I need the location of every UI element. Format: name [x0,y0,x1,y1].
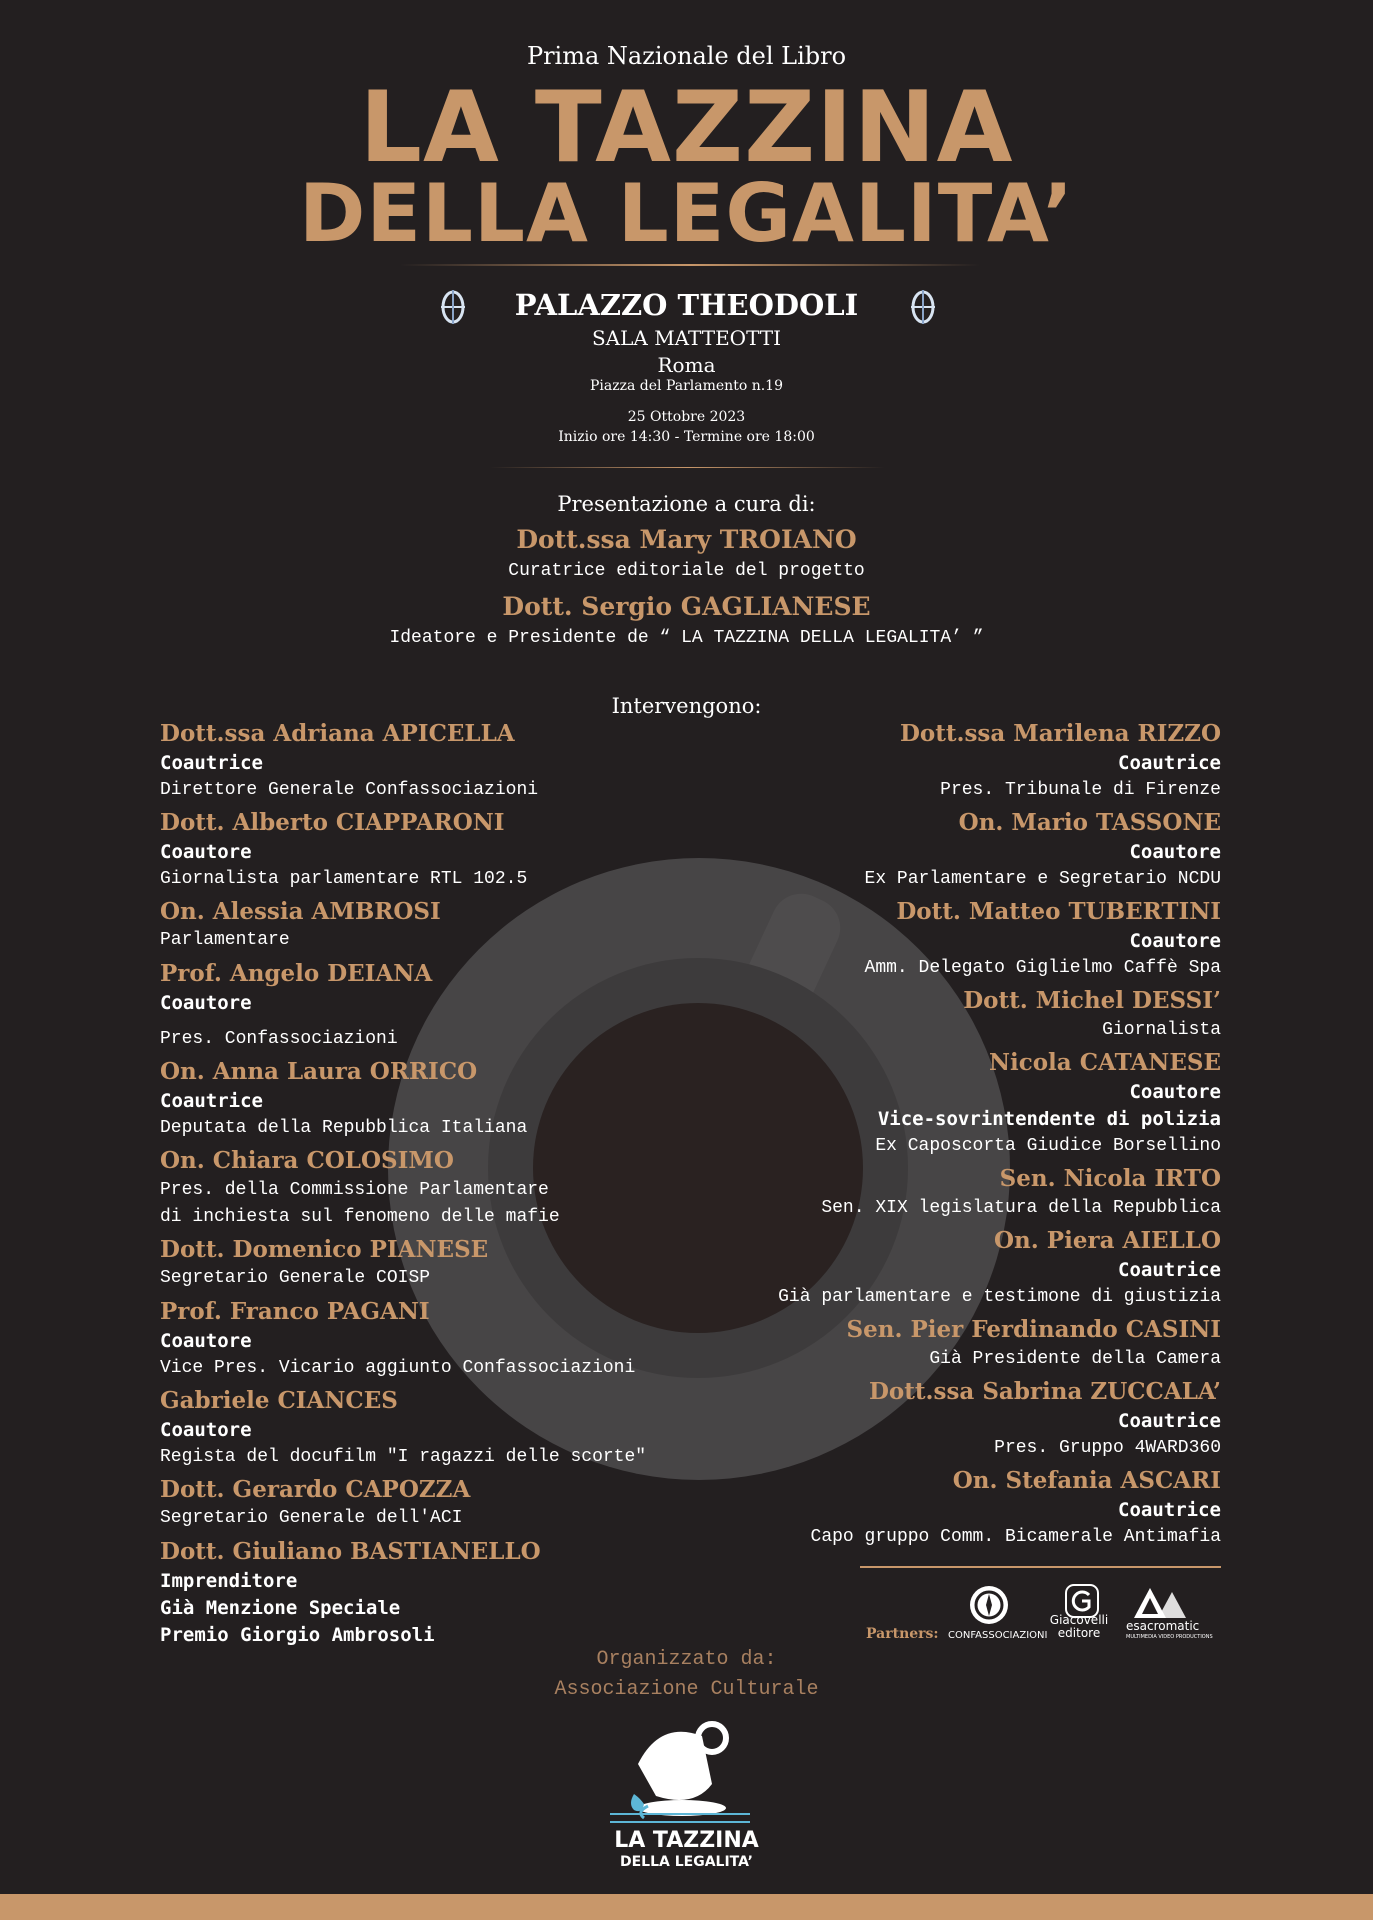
speaker-role: Coautore [1129,841,1221,863]
divider-top [400,264,980,266]
speaker-name: On. Piera AIELLO [994,1227,1221,1254]
partners-label: Partners: [866,1626,939,1642]
confassociazioni-logo-icon [968,1584,1010,1626]
title-line-2: DELLA LEGALITA’ [298,167,1075,260]
speaker-role: Coautore [160,1330,252,1352]
speaker-role-line2: Già Menzione Speciale [160,1597,401,1619]
speaker-name: On. Mario TASSONE [958,809,1221,836]
speaker-role: Coautore [160,992,252,1014]
esacromatic-logo-icon [1128,1584,1190,1620]
venue-name: PALAZZO THEODOLI [514,288,859,322]
speaker-role: Coautrice [160,752,263,774]
venue-city: Roma [657,353,716,377]
speaker-name: On. Stefania ASCARI [952,1467,1221,1494]
venue-room: SALA MATTEOTTI [591,326,782,350]
organizer-logo-title: LA TAZZINA [614,1828,759,1853]
partner-confassociazioni-text: CONFASSOCIAZIONI [948,1630,1048,1641]
speaker-desc: Segretario Generale dell'ACI [160,1508,463,1528]
partner-esacromatic-subtext: MULTIMEDIA VIDEO PRODUCTIONS [1126,1634,1213,1640]
speaker-name: Dott. Gerardo CAPOZZA [160,1476,471,1503]
speaker-role: Coautore [1129,930,1221,952]
speaker-role: Coautrice [160,1090,263,1112]
speaker-role: Coautrice [1118,752,1221,774]
speaker-role: Imprenditore [160,1570,298,1592]
speaker-name: Prof. Angelo DEIANA [160,960,433,987]
speaker-name: On. Chiara COLOSIMO [160,1147,454,1174]
speaker-role: Coautore [160,1419,252,1441]
divider-partners [860,1566,1221,1568]
speaker-role: Coautrice [1118,1499,1221,1521]
speaker-name: Sen. Pier Ferdinando CASINI [846,1316,1221,1343]
speaker-name: Dott.ssa Adriana APICELLA [160,720,515,747]
presenter-name: Dott. Sergio GAGLIANESE [502,592,871,621]
event-date: 25 Ottobre 2023 [627,409,746,425]
speaker-name: Prof. Franco PAGANI [160,1298,430,1325]
speaker-desc: Pres. Gruppo 4WARD360 [994,1438,1221,1458]
speaker-role: Coautore [160,841,252,863]
speaker-desc: Direttore Generale Confassociazioni [160,780,539,800]
speaker-desc: Amm. Delegato Giglielmo Caffè Spa [864,958,1221,978]
speaker-role-line3: Premio Giorgio Ambrosoli [160,1624,435,1646]
presentation-heading: Presentazione a cura di: [557,492,816,516]
title-line-1: LA TAZZINA [359,71,1014,185]
speaker-desc: Regista del docufilm "I ragazzi delle scorte" [160,1447,647,1467]
speaker-name: Dott. Michel DESSI’ [963,987,1221,1014]
speaker-name: Nicola CATANESE [988,1049,1221,1076]
speaker-desc: Capo gruppo Comm. Bicamerale Antimafia [810,1527,1221,1547]
partner-esacromatic-text: esacromatic [1126,1619,1200,1633]
speaker-name: Gabriele CIANCES [160,1387,398,1414]
speaker-desc: Già parlamentare e testimone di giustizia [778,1287,1221,1307]
speaker-desc: Deputata della Repubblica Italiana [160,1118,528,1138]
speaker-desc: Giornalista [1102,1020,1221,1040]
partner-giacovelli-text [1048,1614,1110,1640]
speaker-role: Coautore [1129,1081,1221,1103]
speaker-role: Coautrice [1118,1410,1221,1432]
bottom-bar [0,1894,1373,1920]
presenter-desc: Curatrice editoriale del progetto [508,561,865,581]
speaker-role-line2: Vice-sovrintendente di polizia [877,1108,1221,1130]
coffee-surface-image [533,1003,863,1333]
partner-giacovelli-line2: editore [1057,1626,1101,1640]
speaker-name: Dott.ssa Sabrina ZUCCALA’ [868,1378,1221,1405]
speaker-role: Coautrice [1118,1259,1221,1281]
speaker-name: Dott.ssa Marilena RIZZO [899,720,1221,747]
speaker-desc: Pres. della Commissione Parlamentare [160,1180,549,1200]
tazzina-wave-lines [610,1813,750,1823]
speaker-name: Sen. Nicola IRTO [999,1165,1221,1192]
organizer-logo-subtitle: DELLA LEGALITA’ [619,1854,753,1870]
tazzina-cup-logo-icon [620,1712,740,1824]
divider-venue [490,467,885,468]
speakers-heading: Intervengono: [611,694,762,718]
speaker-desc: Segretario Generale COISP [160,1268,431,1288]
speaker-name: On. Alessia AMBROSI [160,898,441,925]
speaker-name: Dott. Giuliano BASTIANELLO [160,1538,541,1565]
speaker-desc: Pres. Confassociazioni [160,1029,398,1049]
organizer-name: Associazione Culturale [554,1678,819,1701]
event-time: Inizio ore 14:30 - Termine ore 18:00 [558,429,815,445]
presenter-desc: Ideatore e Presidente de “ LA TAZZINA DELLA LEGALITA’ ” [389,628,984,648]
speaker-desc: Pres. Tribunale di Firenze [940,780,1221,800]
speaker-desc: Sen. XIX legislatura della Repubblica [821,1198,1221,1218]
speaker-desc: Ex Caposcorta Giudice Borsellino [875,1136,1221,1156]
speaker-name: Dott. Matteo TUBERTINI [896,898,1221,925]
speaker-desc: Giornalista parlamentare RTL 102.5 [160,869,528,889]
speaker-desc: Ex Parlamentare e Segretario NCDU [864,869,1221,889]
subtitle: Prima Nazionale del Libro [526,42,847,70]
speaker-name: Dott. Domenico PIANESE [160,1236,489,1263]
organizer-heading: Organizzato da: [596,1648,777,1671]
speaker-name: On. Anna Laura ORRICO [160,1058,478,1085]
venue-address: Piazza del Parlamento n.19 [590,378,783,394]
speaker-desc: Già Presidente della Camera [929,1349,1221,1369]
speaker-name: Dott. Alberto CIAPPARONI [160,809,505,836]
presenter-name: Dott.ssa Mary TROIANO [516,525,857,554]
speaker-desc-line2: di inchiesta sul fenomeno delle mafie [160,1207,560,1227]
speaker-desc: Parlamentare [160,930,290,950]
speaker-desc: Vice Pres. Vicario aggiunto Confassociazioni [160,1358,636,1378]
partner-giacovelli-line1: Giacovelli [1049,1613,1109,1627]
